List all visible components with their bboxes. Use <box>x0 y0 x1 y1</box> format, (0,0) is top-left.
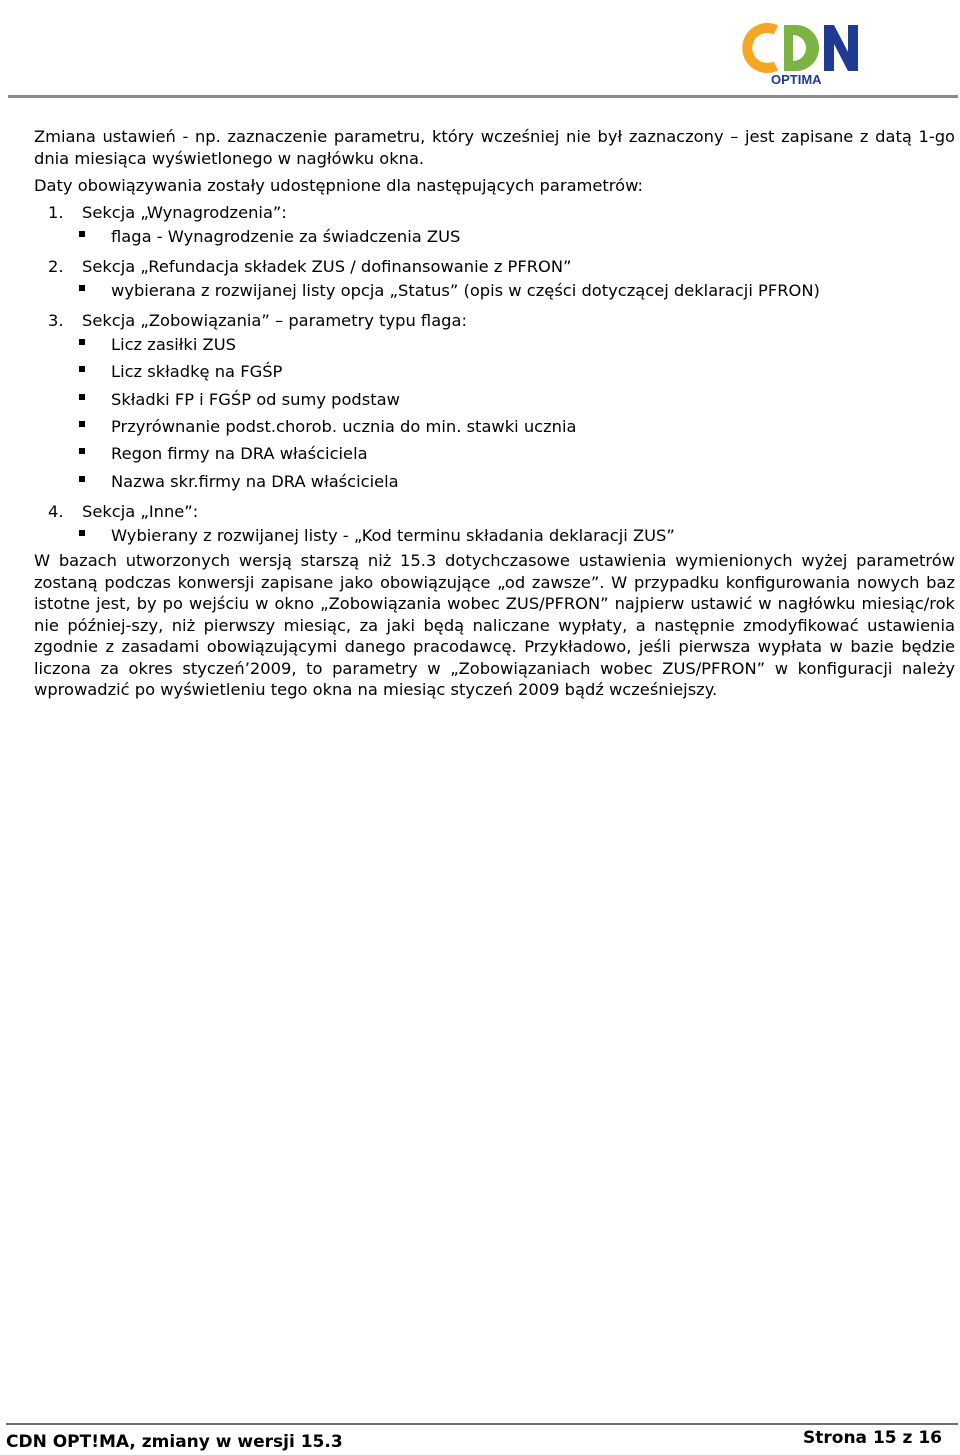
bullet-square-icon <box>79 394 85 400</box>
list-item: flaga - Wynagrodzenie za świadczenia ZUS <box>34 224 955 251</box>
bullet-square-icon <box>79 421 85 427</box>
footer-divider <box>6 1423 958 1425</box>
lead-paragraph: Daty obowiązywania zostały udostępnione dla następujących parametrów: <box>34 176 644 195</box>
list-item: Nazwa skr.firmy na DRA właściciela <box>34 469 955 496</box>
cdn-optima-logo <box>742 16 860 88</box>
section-2-title <box>34 256 955 278</box>
document-body <box>34 126 955 701</box>
section-1-title <box>34 202 955 224</box>
intro-paragraph: Zmiana ustawień - np. zaznaczenie parametru, który wcześniej nie był zaznaczony – jest zapisane z datą 1-go dnia miesiąca wyświetlonego w nagłówku okna. <box>34 127 955 168</box>
section-title-text: Sekcja „Wynagrodzenia”: <box>82 202 287 222</box>
bullet-square-icon <box>79 448 85 454</box>
bullet-square-icon <box>79 366 85 372</box>
footer-title: CDN OPT!MA, zmiany w wersji 15.3 <box>6 1432 343 1452</box>
list-item: Licz składkę na FGŚP <box>34 359 955 386</box>
section-number: 2. <box>48 256 64 276</box>
section-3-title <box>34 310 955 332</box>
bullet-square-icon <box>79 285 85 291</box>
list-item: wybierana z rozwijanej listy opcja „Status” (opis w części dotyczącej deklaracji PFRON) <box>34 278 955 305</box>
bullet-square-icon <box>79 530 85 536</box>
bullet-square-icon <box>79 339 85 345</box>
cdn-logo-icon <box>742 16 860 88</box>
section-number: 3. <box>48 311 64 331</box>
list-item: Licz zasiłki ZUS <box>34 332 955 359</box>
section-4-title <box>34 501 955 523</box>
section-title-text: Sekcja „Refundacja składek ZUS / dofinansowanie z PFRON” <box>82 256 572 276</box>
page-number: Strona 15 z 16 <box>803 1428 942 1448</box>
list-item: Wybierany z rozwijanej listy - „Kod terminu składania deklaracji ZUS” <box>34 523 955 550</box>
section-title-text: Sekcja „Inne”: <box>82 501 199 521</box>
header-divider <box>8 95 958 98</box>
section-number: 1. <box>48 202 64 222</box>
section-number: 4. <box>48 501 64 521</box>
section-title-text: Sekcja „Zobowiązania” – parametry typu flaga: <box>82 311 467 331</box>
list-item: Regon firmy na DRA właściciela <box>34 441 955 468</box>
list-item: Składki FP i FGŚP od sumy podstaw <box>34 387 955 414</box>
svg-text:OPTIMA: OPTIMA <box>771 72 822 87</box>
bullet-square-icon <box>79 231 85 237</box>
list-item: Przyrównanie podst.chorob. ucznia do min. stawki ucznia <box>34 414 955 441</box>
bullet-square-icon <box>79 476 85 482</box>
closing-paragraph: W bazach utworzonych wersją starszą niż 15.3 dotychczasowe ustawienia wymienionych wyżej parametrów zostaną podczas konwersji zapisane jako obowiązujące „od zawsze”. W przypadku konfigurowania nowych baz istotne jest, by po wejściu w okno „Zobowiązania wobec ZUS/PFRON” najpierw ustawić w nagłówku miesiąc/rok nie później-szy, niż pierwszy miesiąc, za jaki będą naliczane wypłaty, a następnie zmodyfikować ustawienia zgodnie z zasadami obowiązującymi danego pracodawcę. Przykładowo, jeśli pierwsza wypłata w bazie będzie liczona za okres styczeń’2009, to parametry w „Zobowiązaniach wobec ZUS/PFRON” w konfiguracji należy wprowadzić po wyświetleniu tego okna na miesiąc styczeń 2009 bądź wcześniejszy. <box>34 551 955 700</box>
